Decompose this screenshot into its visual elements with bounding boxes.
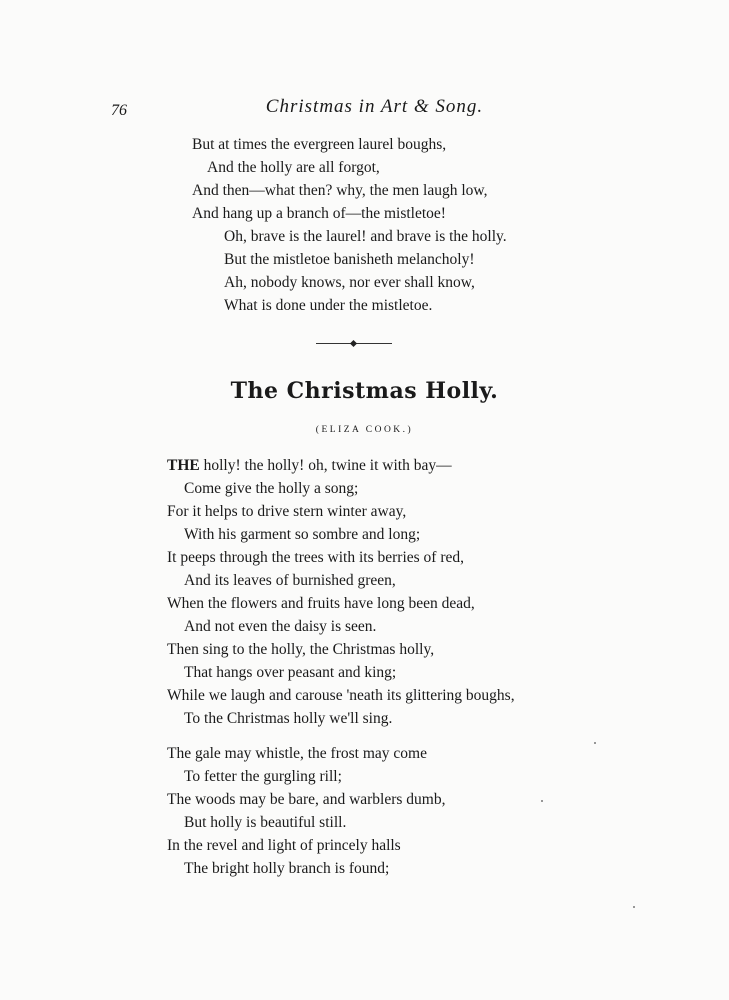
verse-line: To fetter the gurgling rill;: [184, 768, 342, 785]
verse-line: The gale may whistle, the frost may come: [167, 745, 427, 762]
page-number: 76: [111, 102, 127, 119]
paper-speck: [594, 742, 596, 744]
verse-line: Then sing to the holly, the Christmas holly,: [167, 641, 435, 658]
first-line-rest: holly! the holly! oh, twine it with bay—: [199, 457, 452, 474]
verse-line: And the holly are all forgot,: [207, 159, 380, 176]
verse-line: Oh, brave is the laurel! and brave is the holly.: [224, 228, 507, 245]
verse-line-first: [167, 457, 452, 475]
paper-speck: [633, 906, 635, 908]
verse-line: And then—what then? why, the men laugh low,: [192, 182, 488, 199]
verse-line: But at times the evergreen laurel boughs,: [192, 136, 447, 153]
poem-author: (ELIZA COOK.): [315, 425, 414, 435]
verse-line: And hang up a branch of—the mistletoe!: [192, 205, 446, 222]
verse-line: Ah, nobody knows, nor ever shall know,: [224, 274, 475, 291]
verse-line: In the revel and light of princely halls: [167, 837, 401, 854]
verse-line: To the Christmas holly we'll sing.: [184, 710, 393, 727]
verse-line: But the mistletoe banisheth melancholy!: [224, 251, 475, 268]
poem-title: The Christmas Holly.: [230, 378, 499, 404]
verse-line: And not even the daisy is seen.: [184, 618, 377, 635]
drop-word: THE: [167, 457, 200, 474]
verse-line: Come give the holly a song;: [184, 480, 359, 497]
verse-line: The bright holly branch is found;: [184, 860, 390, 877]
paper-speck: [541, 800, 543, 802]
verse-line: When the flowers and fruits have long been dead,: [167, 595, 475, 612]
verse-line: But holly is beautiful still.: [184, 814, 347, 831]
verse-line: While we laugh and carouse 'neath its glittering boughs,: [167, 687, 515, 704]
verse-line: The woods may be bare, and warblers dumb,: [167, 791, 446, 808]
verse-line: With his garment so sombre and long;: [184, 526, 421, 543]
verse-line: For it helps to drive stern winter away,: [167, 503, 407, 520]
verse-line: That hangs over peasant and king;: [184, 664, 397, 681]
verse-line: What is done under the mistletoe.: [224, 297, 433, 314]
verse-line: It peeps through the trees with its berries of red,: [167, 549, 464, 566]
running-title: Christmas in Art & Song.: [265, 96, 484, 117]
divider-ornament: [350, 340, 357, 347]
verse-line: And its leaves of burnished green,: [184, 572, 396, 589]
